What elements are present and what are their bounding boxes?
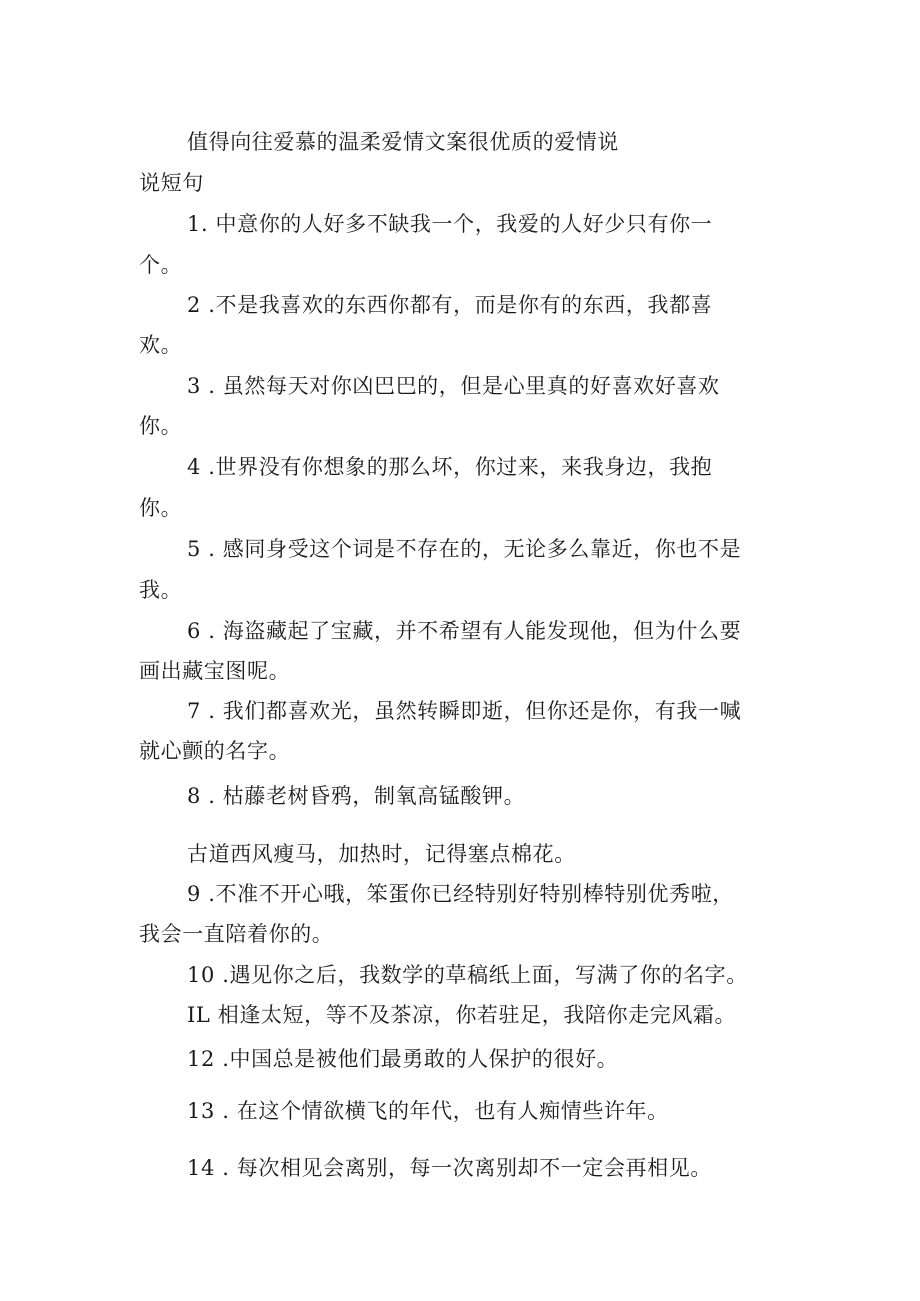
list-item-4-line-2: 你。 xyxy=(139,496,183,520)
list-item-13-line-1: 13 . 在这个情欲横飞的年代，也有人痴情些许年。 xyxy=(187,1099,669,1123)
list-item-10-line-1: 10 .遇见你之后，我数学的草稿纸上面，写满了你的名字。 xyxy=(187,963,748,987)
document-title-line-2: 说短句 xyxy=(139,171,204,195)
document-title-line-1: 值得向往爱慕的温柔爱情文案很优质的爱情说 xyxy=(187,130,619,154)
list-item-11-line-1: IL 相逢太短，等不及茶凉，你若驻足，我陪你走完风霜。 xyxy=(187,1003,737,1027)
list-item-1-line-1: 1. 中意你的人好多不缺我一个，我爱的人好少只有你一 xyxy=(187,212,713,236)
list-item-2-line-2: 欢。 xyxy=(139,333,183,357)
list-item-9-line-2: 我会一直陪着你的。 xyxy=(139,922,334,946)
list-item-7-line-1: 7 . 我们都喜欢光，虽然转瞬即逝，但你还是你，有我一喊 xyxy=(187,699,742,723)
list-item-9-line-1: 9 .不准不开心哦，笨蛋你已经特别好特别棒特别优秀啦， xyxy=(187,882,734,906)
list-item-6-line-2: 画出藏宝图呢。 xyxy=(139,659,291,683)
list-item-1-line-2: 个。 xyxy=(139,253,183,277)
list-item-5-line-2: 我。 xyxy=(139,578,183,602)
list-item-3-line-1: 3 . 虽然每天对你凶巴巴的，但是心里真的好喜欢好喜欢 xyxy=(187,374,720,398)
list-item-14-line-1: 14 . 每次相见会离别，每一次离别却不一定会再相见。 xyxy=(187,1156,712,1180)
list-item-5-line-1: 5 . 感同身受这个词是不存在的，无论多么靠近，你也不是 xyxy=(187,537,742,561)
list-item-6-line-1: 6 . 海盗藏起了宝藏，并不希望有人能发现他，但为什么要 xyxy=(187,619,742,643)
list-item-7-line-2: 就心颤的名字。 xyxy=(139,739,291,763)
list-item-2-line-1: 2 .不是我喜欢的东西你都有，而是你有的东西，我都喜 xyxy=(187,293,713,317)
list-item-8-continuation: 古道西风瘦马，加热时，记得塞点棉花。 xyxy=(187,842,576,866)
list-item-3-line-2: 你。 xyxy=(139,414,183,438)
list-item-12-line-1: 12 .中国总是被他们最勇敢的人保护的很好。 xyxy=(187,1047,619,1071)
list-item-8-line-1: 8 . 枯藤老树昏鸦，制氧高锰酸钾。 xyxy=(187,784,526,808)
list-item-4-line-1: 4 .世界没有你想象的那么坏，你过来，来我身边，我抱 xyxy=(187,455,713,479)
